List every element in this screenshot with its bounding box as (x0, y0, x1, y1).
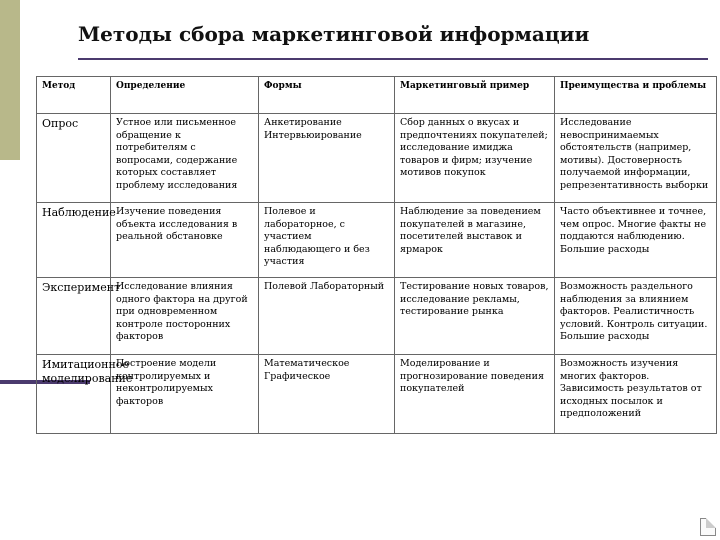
cell-forms: Полевое и лабораторное, с участием наблюдающего и без участия (259, 203, 395, 278)
header-definition: Определение (111, 77, 259, 114)
cell-method: Эксперимент (37, 278, 111, 355)
cell-method: Опрос (37, 114, 111, 203)
table-row (37, 203, 717, 278)
title-underline (78, 58, 708, 60)
cell-method: Наблюдение (37, 203, 111, 278)
page-icon[interactable] (700, 518, 716, 536)
cell-definition: Устное или письменное обращение к потребителям с вопросами, содержание которых составляет проблему исследования (111, 114, 259, 203)
header-method: Метод (37, 77, 111, 114)
cell-example: Моделирование и прогнозирование поведения покупателей (395, 355, 555, 434)
cell-definition: Построение модели контролируемых и неконтролируемых факторов (111, 355, 259, 434)
cell-example: Сбор данных о вкусах и предпочтениях покупателей; исследование имиджа товаров и фирм; изучение мотивов покупок (395, 114, 555, 203)
table-row (37, 355, 717, 434)
cell-example: Наблюдение за поведением покупателей в магазине, посетителей выставок и ярмарок (395, 203, 555, 278)
cell-pros-cons: Возможность изучения многих факторов. Зависимость результатов от исходных посылок и предположений (555, 355, 717, 434)
page-title: Методы сбора маркетинговой информации (78, 22, 590, 46)
cell-pros-cons: Исследование невоспринимаемых обстоятельств (например, мотивы). Достоверность получаемой информации, репрезентативность выборки (555, 114, 717, 203)
cell-forms: Анкетирование Интервьюирование (259, 114, 395, 203)
header-pros-cons: Преимущества и проблемы (555, 77, 717, 114)
cell-method: Имитационное моделирование (37, 355, 111, 434)
cell-forms: Полевой Лабораторный (259, 278, 395, 355)
header-forms: Формы (259, 77, 395, 114)
methods-table (36, 76, 717, 434)
cell-example: Тестирование новых товаров, исследование рекламы, тестирование рынка (395, 278, 555, 355)
decorative-left-bar (0, 0, 20, 160)
cell-definition: Исследование влияния одного фактора на другой при одновременном контроле посторонних факторов (111, 278, 259, 355)
header-example: Маркетинговый пример (395, 77, 555, 114)
table-row (37, 114, 717, 203)
cell-forms: Математическое Графическое (259, 355, 395, 434)
cell-definition: Изучение поведения объекта исследования в реальной обстановке (111, 203, 259, 278)
table-row (37, 278, 717, 355)
cell-pros-cons: Часто объективнее и точнее, чем опрос. Многие факты не поддаются наблюдению. Большие расходы (555, 203, 717, 278)
table-header-row (37, 77, 717, 114)
cell-pros-cons: Возможность раздельного наблюдения за влиянием факторов. Реалистичность условий. Контроль ситуации. Большие расходы (555, 278, 717, 355)
